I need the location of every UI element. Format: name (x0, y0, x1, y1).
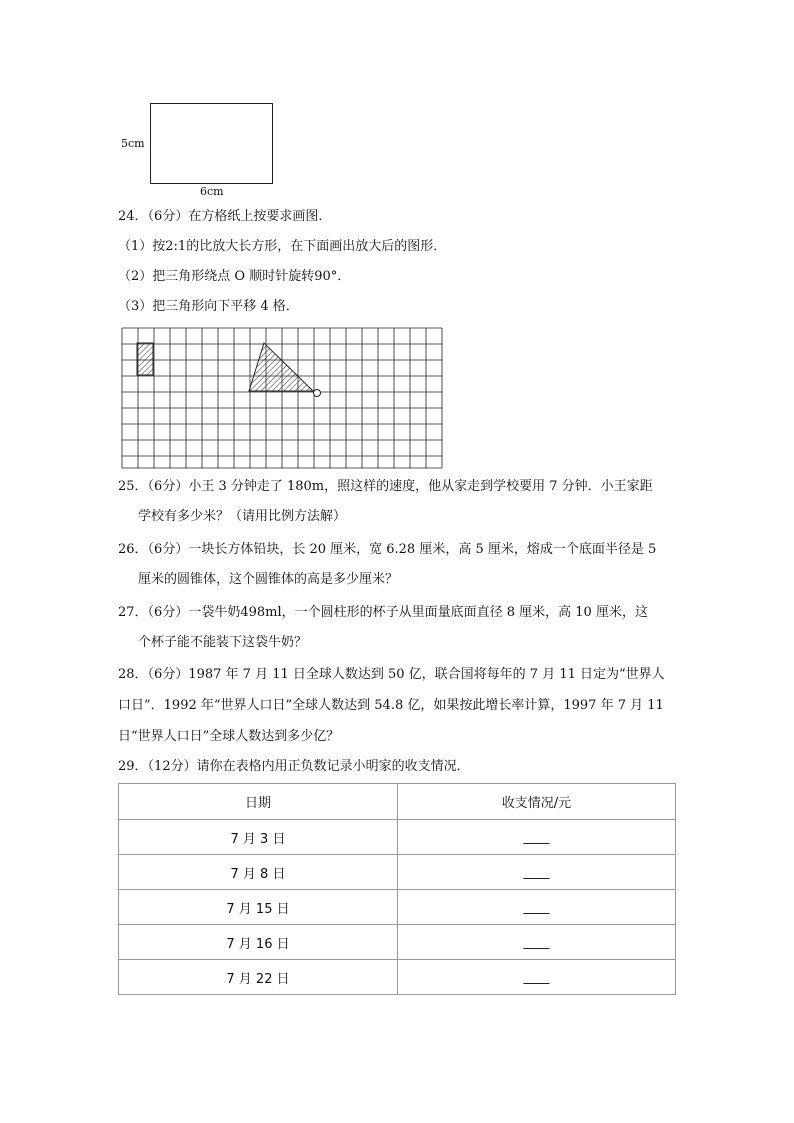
point-o-marker (314, 390, 321, 397)
q25-line2: 学校有多少米？（请用比例方法解） (138, 509, 347, 524)
date-cell: 7 月 3 日 (119, 820, 398, 855)
small-rectangle-shape (137, 343, 153, 375)
table-row (119, 820, 676, 855)
table-row (119, 890, 676, 925)
header-date: 日期 (119, 784, 398, 820)
table-row (119, 925, 676, 960)
q29-stem: 29．（12分）请你在表格内用正负数记录小明家的收支情况． (118, 759, 470, 774)
q27-line1: 27．（6分）一袋牛奶498ml，一个圆柱形的杯子从里面量底面直径 8 厘米，高 10 厘米，这 (118, 605, 648, 620)
income-expense-table (118, 783, 676, 995)
amount-blank[interactable]: ____ (398, 925, 676, 960)
table-row (119, 960, 676, 995)
q28-line1: 28．（6分）1987 年 7 月 11 日全球人数达到 50 亿，联合国将每年的 7 月 11 日定为“世界人 (118, 667, 665, 682)
amount-blank[interactable]: ____ (398, 960, 676, 995)
q24-stem: 24．（6分）在方格纸上按要求画图． (118, 209, 332, 224)
amount-blank[interactable]: ____ (398, 855, 676, 890)
table-header-row (119, 784, 676, 820)
q28-line3: 日“世界人口日”全球人数达到多少亿？ (118, 729, 340, 744)
q24-sub2: （2）把三角形绕点 O 顺时针旋转90°． (118, 269, 351, 284)
rect-width-label: 6cm (200, 185, 224, 198)
grid-lines (122, 328, 442, 468)
q24-sub3: （3）把三角形向下平移 4 格． (118, 299, 299, 314)
q28-line2: 口日”．1992 年“世界人口日”全球人数达到 54.8 亿，如果按此增长率计算，1997 年 7 月 11 (118, 698, 664, 713)
date-cell: 7 月 15 日 (119, 890, 398, 925)
rectangle-figure (150, 103, 273, 184)
date-cell: 7 月 22 日 (119, 960, 398, 995)
table-row (119, 855, 676, 890)
amount-blank[interactable]: ____ (398, 820, 676, 855)
q26-line1: 26．（6分）一块长方体铅块，长 20 厘米，宽 6.28 厘米，高 5 厘米，熔成一个底面半径是 5 (118, 542, 657, 557)
triangle-shape (249, 343, 313, 391)
amount-blank[interactable]: ____ (398, 890, 676, 925)
q27-line2: 个杯子能不能装下这袋牛奶？ (138, 635, 308, 650)
date-cell: 7 月 16 日 (119, 925, 398, 960)
q26-line2: 厘米的圆锥体，这个圆锥体的高是多少厘米？ (138, 572, 399, 587)
grid-figure (121, 327, 455, 469)
q24-sub1: （1）按2:1的比放大长方形，在下面画出放大后的图形． (118, 239, 447, 254)
header-amount: 收支情况/元 (398, 784, 676, 820)
date-cell: 7 月 8 日 (119, 855, 398, 890)
q25-line1: 25．（6分）小王 3 分钟走了 180m，照这样的速度，他从家走到学校要用 7 分钟．小王家距 (118, 479, 653, 494)
rect-height-label: 5cm (121, 137, 145, 150)
